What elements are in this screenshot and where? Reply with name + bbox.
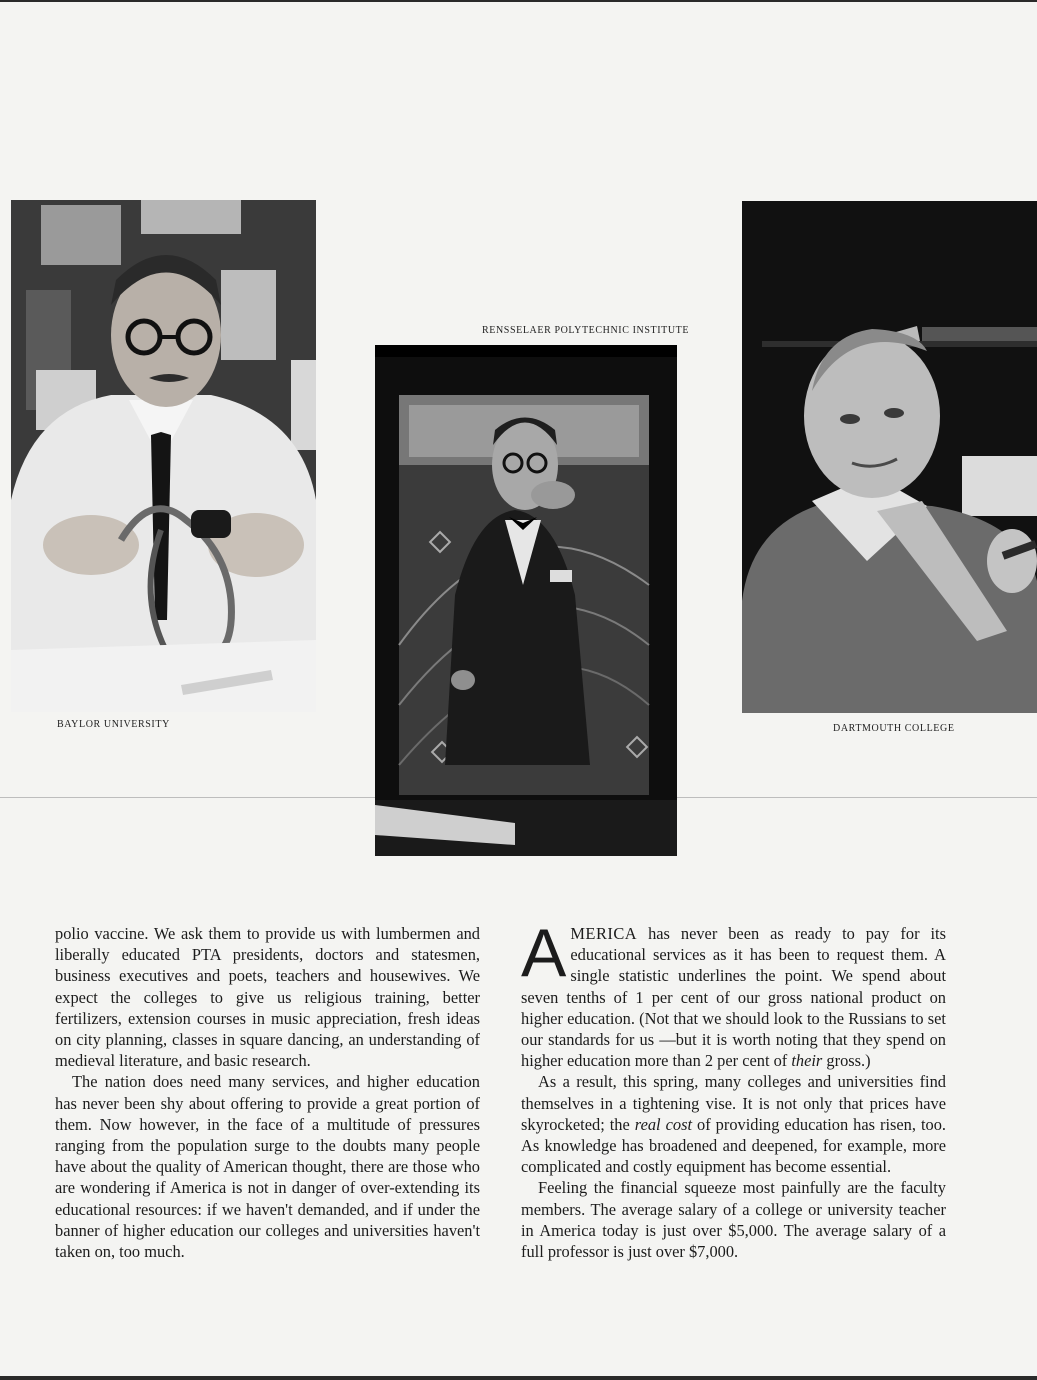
text-column-left <box>55 923 480 1262</box>
page-bottom-edge <box>0 1376 1037 1380</box>
paragraph: Feeling the financial squeeze most painfully are the faculty members. The average salary of a college or university teacher in America today is just over $5,000. The average salary of a full professor is just over $7,000. <box>521 1178 946 1262</box>
paragraph <box>521 1071 946 1177</box>
emphasis: real cost <box>634 1114 693 1134</box>
text-run: has never been as ready to pay for its educational services as it has been to request them. A single statistic underlines the point. We spend about seven tenths of 1 per cent of our gross national product on higher education. (Not that we should look to the Russians to set our standards for us —but it is worth noting that they spend on higher education more than 2 per cent of <box>521 924 946 1071</box>
text-column-right <box>521 915 947 1262</box>
photo-dartmouth-image <box>742 201 1037 713</box>
photo-dartmouth-college <box>742 201 1037 713</box>
photo-rensselaer-polytechnic-institute <box>375 345 677 856</box>
paragraph: The nation does need many services, and higher education has never been shy about offering to provide a great portion of them. Now however, in the face of a multitude of pressures ranging from the population surge to the doubts many people have about the quality of American thought, there are those who are wondering if America is not in danger of over-extending its educational resources: if we haven't demanded, and if under the banner of higher education our colleges and universities haven't taken on, too much. <box>55 1072 480 1262</box>
text-run: of providing education has risen, too. As knowledge has broadened and deepened, for example, more complicated and costly equipment has become essential. <box>521 1114 947 1177</box>
drop-cap: A <box>521 915 567 991</box>
page-top-edge <box>0 0 1037 2</box>
caption-rensselaer: RENSSELAER POLYTECHNIC INSTITUTE <box>482 325 690 336</box>
emphasis: their <box>791 1051 823 1071</box>
text-run: As a result, this spring, many colleges and universities find themselves in a tightening vise. It is not only that prices have skyrocketed; the <box>521 1072 946 1134</box>
paragraph <box>521 915 946 1071</box>
photo-baylor-image <box>11 200 316 712</box>
caption-dartmouth: DARTMOUTH COLLEGE <box>833 723 955 734</box>
photo-rensselaer-image <box>375 345 677 856</box>
caption-baylor: BAYLOR UNIVERSITY <box>57 719 170 730</box>
photo-baylor-university <box>11 200 316 712</box>
lead-word: MERICA <box>570 924 638 943</box>
paragraph: polio vaccine. We ask them to provide us with lumbermen and liberally educated PTA presidents, doctors and statesmen, business executives and poets, teachers and housewives. We expect the colleges to give us religious training, better fertilizers, extension courses in music appreciation, fresh ideas on city planning, classes in square dancing, an understanding of medieval literature, and basic research. <box>55 924 480 1071</box>
text-run: gross.) <box>822 1051 871 1071</box>
